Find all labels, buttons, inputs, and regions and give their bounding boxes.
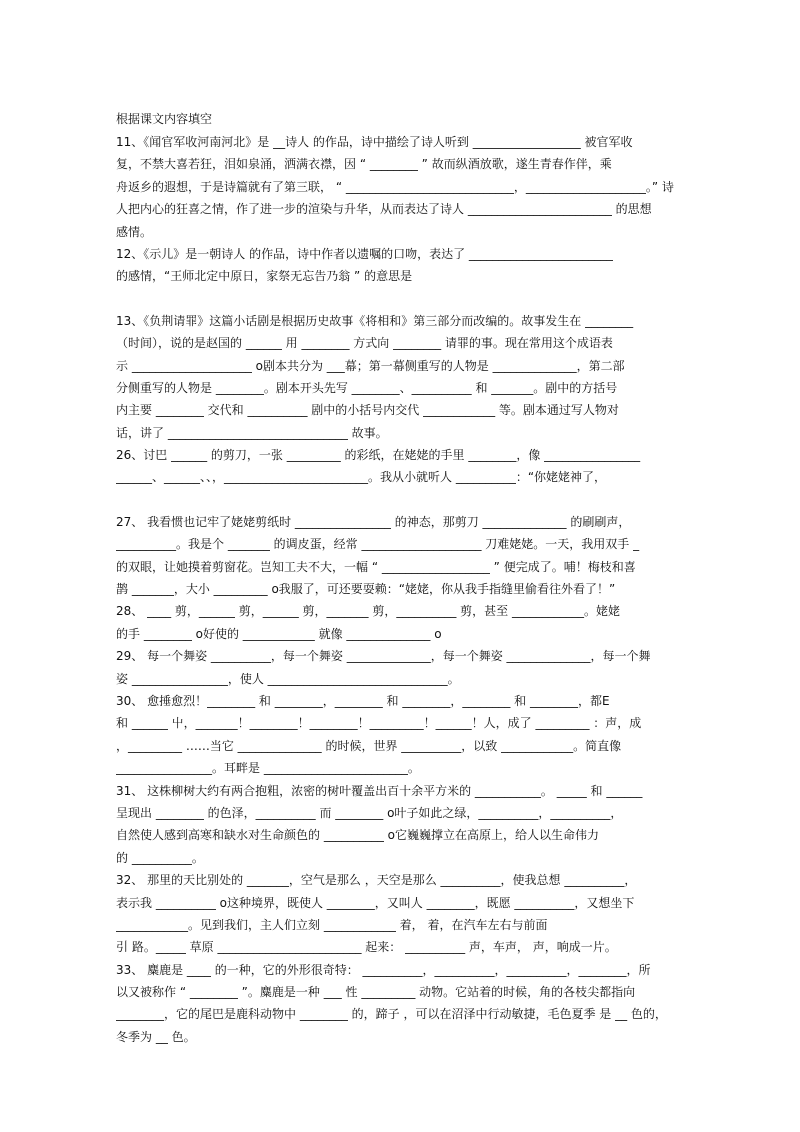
text-line: ________，它的尾巴是鹿科动物中 ________ 的，蹄子 ，可以在沼泽中行动敏捷，毛色夏季 是 __ 色的， (116, 1007, 667, 1022)
text-line: 12、《示儿》是一朝诗人 的作品，诗中作者以遗嘱的口吻，表达了 ________________________ (116, 246, 613, 261)
question-block (116, 310, 710, 489)
text-line: 的手 ________ o好使的 ____________ 就像 ______________ o (116, 626, 442, 641)
worksheet-heading: 根据课文内容填空 (116, 112, 213, 126)
text-line: 以又被称作 “ ________ ”。麋鹿是一种 ___ 性 _________ 动物。它站着的时候，角的各枝尖都指向 (116, 985, 636, 1000)
text-line: 人把内心的狂喜之情，作了进一步的渲染与升华，从而表达了诗人 ________________________ 的思想 (116, 202, 652, 217)
question-block (116, 511, 710, 1048)
text-line: 自然使人感到高寒和缺水对生命颜色的 __________ o它巍巍撑立在高原上，给人以生命伟力 (116, 828, 599, 843)
worksheet-content (116, 131, 710, 1048)
text-line: __________。我是个 _______ 的调皮蛋，经常 ____________________ 刀难姥姥。一天，我用双手 _ (116, 537, 640, 552)
text-line: 33、 麋鹿是 ____ 的一种，它的外形很奇特： __________，__________，__________，________，所 (116, 962, 651, 977)
text-line: 13、《负荆请罪》这篇小话剧是根据历史故事《将相和》第三部分而改编的。故事发生在 ________ (116, 313, 634, 328)
text-line: 29、 每一个舞姿 __________，每一个舞姿 ______________，每一个舞姿 ______________，每一个舞 (116, 649, 651, 664)
text-line: 分侧重写的人物是 ________。剧本开头先写 ________、__________ 和 _______。剧中的方括号 (116, 380, 618, 395)
text-line: 复，不禁大喜若狂，泪如泉涌，洒满衣襟，因 “ ________ ” 故而纵酒放歌，遂生青春作伴，乘 (116, 157, 612, 172)
paragraph-gap (116, 489, 710, 511)
question-block (116, 131, 710, 288)
text-line: ______、______、、，________________________。我从小就听人 __________：“你姥姥神了， (116, 470, 607, 485)
text-line: 的 __________。 (116, 850, 204, 865)
text-line: 内主要 ________ 交代和 __________ 剧中的小括号内交代 ____________ 等。剧本通过写人物对 (116, 403, 619, 418)
text-line: ____________。见到我们，主人们立刻 ____________ 着， 着，在汽车左右与前面 (116, 917, 548, 932)
text-line: 呈现出 ________ 的色泽，__________ 而 ________ o叶子如此之绿，__________，__________， (116, 805, 623, 820)
text-line: 的感情，“王师北定中原日，家祭无忘告乃翁 ” 的意思是 (116, 269, 413, 284)
text-line: 姿 ________________，使人 ______________________________。 (116, 671, 460, 686)
text-line: 的双眼，让她摸着剪窗花。岂知工夫不大，一幅 “ __________________ ” 便完成了。哺！梅枝和喜 (116, 559, 636, 574)
text-line: 感情。 (116, 224, 153, 239)
text-line: 舟返乡的遐想，于是诗篇就有了第三联， “ ____________________________，____________________。” 诗 (116, 179, 674, 194)
text-line: 表示我 __________ o这种境界，既使人 ________，又叫人 ________，既愿 __________，又想坐下 (116, 895, 635, 910)
text-line: 27、 我看惯也记牢了姥姥剪纸时 ________________ 的神态，那剪刀 ______________ 的刷刷声， (116, 514, 631, 529)
text-line: 鹊 _______，大小 _________ o我服了，可还要耍赖：“姥姥，你从我手指缝里偷看往外看了！” (116, 582, 616, 597)
text-line: 28、 ____ 剪，______ 剪，______ 剪，_______ 剪，__________ 剪，甚至 ____________。姥姥 (116, 604, 620, 619)
text-line: （时间），说的是赵国的 ______ 用 ________ 方式向 ________ 请罪的事。现在常用这个成语表 (116, 336, 613, 351)
text-line: 30、 愈捶愈烈！________ 和 ________，________ 和 ________，________ 和 ________，都E (116, 693, 610, 708)
text-line: 示 ____________________ o剧本共分为 ___幕；第一幕侧重写的人物是 ______________，第二部 (116, 358, 625, 373)
text-line: 引 路。_____ 草原 ________________________ 起来： __________ 声，车声， 声，响成一片。 (116, 940, 617, 955)
text-line: 11、《闻官军收河南河北》是 __诗人 的作品，诗中描绘了诗人听到 __________________ 被官军收 (116, 135, 633, 149)
paragraph-gap (116, 288, 710, 310)
text-line: ________________。耳畔是 ________________________。 (116, 761, 420, 776)
text-line: 31、 这株柳树大约有两合抱粗，浓密的树叶覆盖出百十余平方米的 ___________。 _____ 和 ______ (116, 783, 643, 798)
text-line: ，_________ ……当它 ______________ 的时候，世界 __________，以致 ____________。简直像 (116, 738, 622, 753)
text-line: 32、 那里的天比别处的 _______，空气是那么 ，天空是那么 __________，使我总想 __________， (116, 873, 637, 888)
text-line: 话，讲了 ______________________________ 故事。 (116, 425, 388, 440)
text-line: 冬季为 __ 色。 (116, 1029, 196, 1044)
text-line: 和 ______ 屮，_______！________！________！_________！______！人，成了 _________ ：声，成 (116, 716, 642, 731)
text-line: 26、讨巴 ______ 的剪刀，一张 _________ 的彩纸，在姥姥的手里 ________，像 ________________ (116, 448, 641, 463)
